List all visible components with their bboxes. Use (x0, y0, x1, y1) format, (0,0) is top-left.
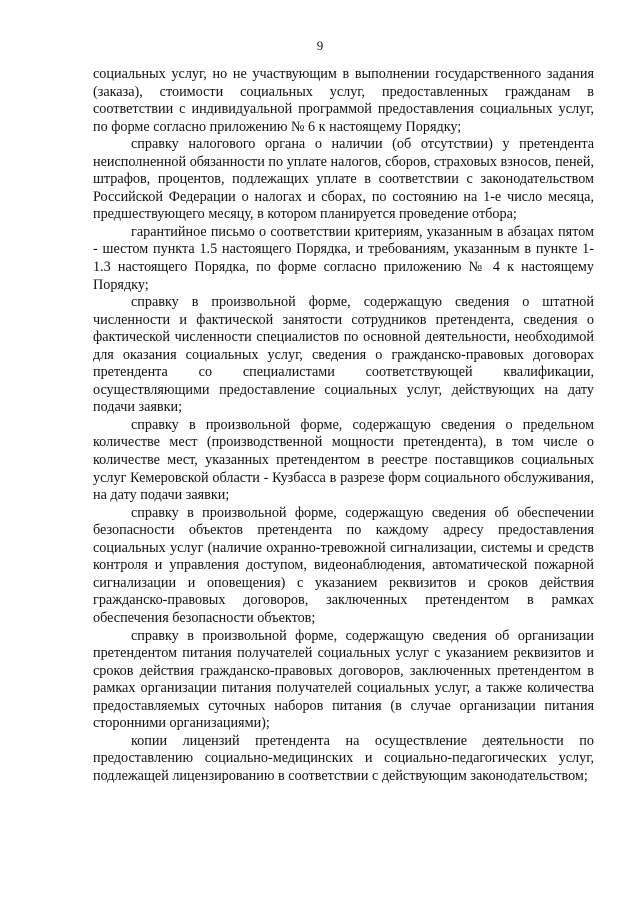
paragraph-capacity-certificate: справку в произвольной форме, содержащую сведения о предельном количестве мест (производственной мощности претендента), в том числе о количестве мест, указанных претендентом в реестре поставщиков социальных услуг Кемеровской области - Кузбасса в разрезе форм социального обслуживания, на дату подачи заявки; (93, 416, 594, 504)
paragraph-social-services-cost: социальных услуг, но не участвующим в выполнении государственного задания (заказа), стоимости социальных услуг, предоставленных гражданам в соответствии с индивидуальной программой предоставления социальных услуг, по форме согласно приложению № 6 к настоящему Порядку; (93, 66, 594, 135)
paragraph-license-copies: копии лицензий претендента на осуществление деятельности по предоставлению социально-медицинских и социально-педагогических услуг, подлежащей лицензированию в соответствии с действующим законодательством; (93, 732, 594, 784)
paragraph-guarantee-letter: гарантийное письмо о соответствии критериям, указанным в абзацах пятом - шестом пункта 1.5 настоящего Порядка, и требованиям, указанным в пункте 1-1.3 настоящего Порядка, по форме согласно приложению № 4 к настоящему Порядку; (93, 223, 594, 293)
paragraph-security-certificate: справку в произвольной форме, содержащую сведения об обеспечении безопасности объектов претендента по каждому адресу предоставления социальных услуг (наличие охранно-тревожной сигнализации, системы и средств контроля и управления доступом, видеонаблюдения, автоматической пожарной сигнализации и оповещения) с указанием реквизитов и сроков действия гражданско-правовых договоров, заключенных претендентом в рамках обеспечения безопасности объектов; (93, 504, 594, 626)
paragraph-catering-certificate: справку в произвольной форме, содержащую сведения об организации претендентом питания получателей социальных услуг с указанием реквизитов и сроков действия гражданско-правовых договоров, заключенных претендентом в рамках организации питания получателей социальных услуг, а также количества предоставляемых суточных наборов питания (в случае организации питания сторонними организациями); (93, 627, 594, 732)
page-number: 9 (316, 38, 324, 53)
document-body (93, 66, 594, 785)
paragraph-staff-certificate: справку в произвольной форме, содержащую сведения о штатной численности и фактической занятости сотрудников претендента, сведения о фактической численности специалистов по основной деятельности, необходимой для оказания социальных услуг, сведения о гражданско-правовых договорах претендента со специалистами соответствующей квалификации, осуществляющими предоставление социальных услуг, действующих на дату подачи заявки; (93, 294, 594, 416)
paragraph-tax-certificate: справку налогового органа о наличии (об отсутствии) у претендента неисполненной обязанности по уплате налогов, сборов, страховых взносов, пеней, штрафов, процентов, подлежащих уплате в соответствии с законодательством Российской Федерации о налогах и сборах, по состоянию на 1-е число месяца, предшествующего месяцу, в котором планируется проведение отбора; (93, 136, 594, 223)
